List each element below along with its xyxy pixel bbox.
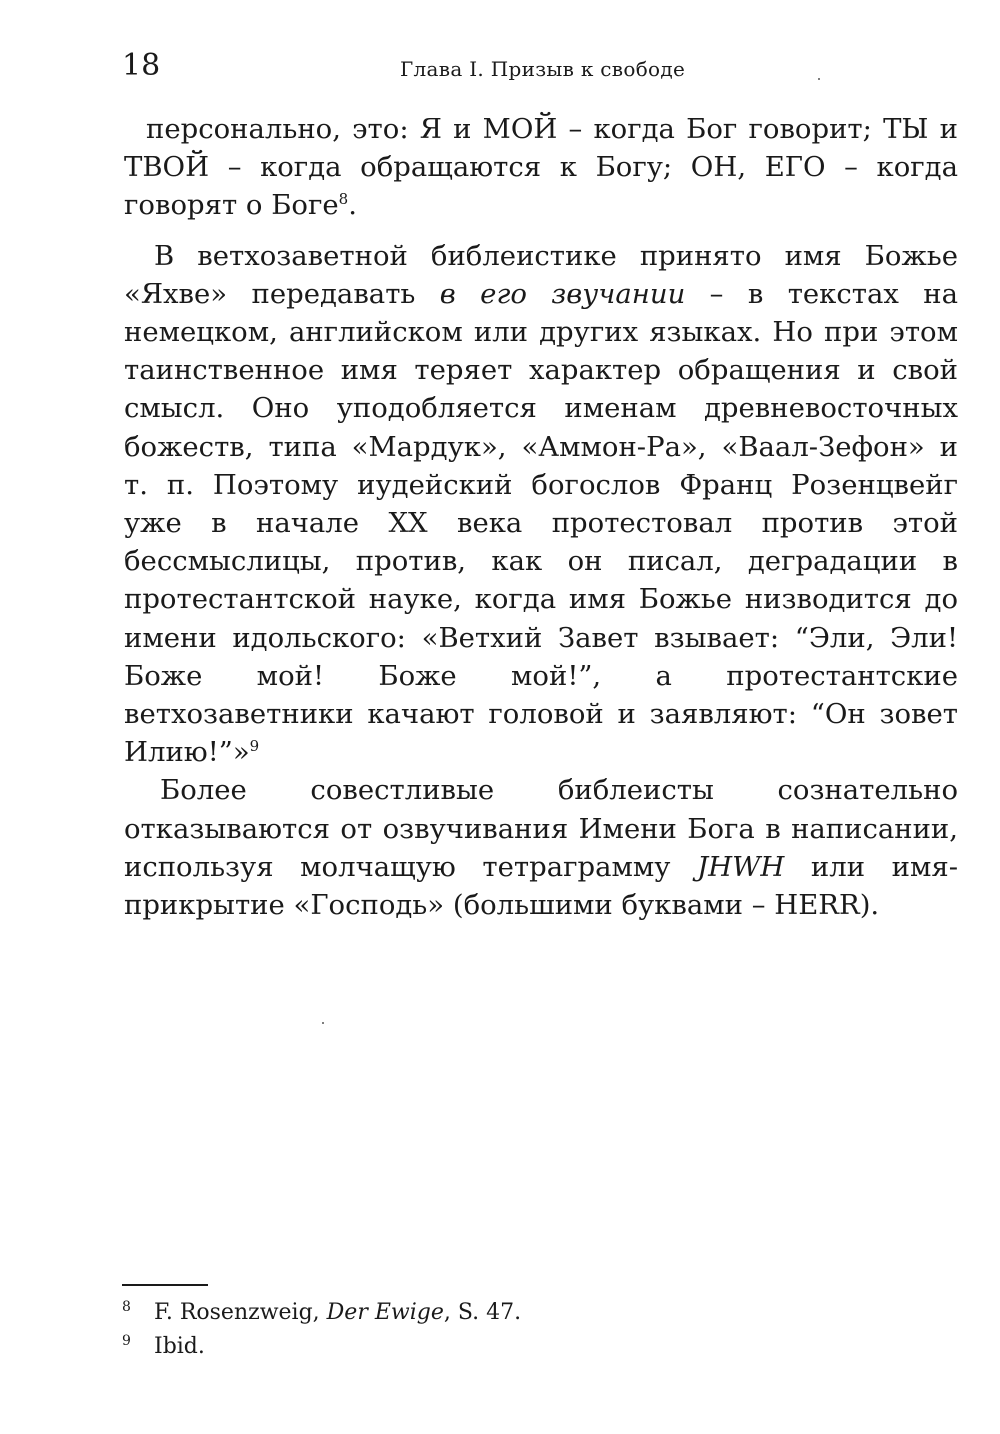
page-number: 18 [122,48,161,83]
running-head: Глава I. Призыв к свободе [400,57,686,81]
paragraph-3 [124,771,958,924]
footnote-8-author: F. Rosenzweig, [154,1300,327,1325]
footnote-ref-8[interactable]: 8 [338,190,349,209]
paragraph-1-tail: . [348,189,357,222]
body-text [124,110,958,924]
paragraph-2 [124,237,958,772]
paragraph-3-text: Более совестливые библеисты сознательно отказываются от озвучивания Имени Бога в написании, используя молчащую тетраграмму [124,774,958,883]
scan-speck [818,78,820,80]
footnote-separator [122,1284,208,1286]
paragraph-2-emphasis: в его звучании [439,277,686,310]
footnote-8-rest: , S. 47. [443,1300,522,1325]
footnote-8: 8 F. Rosenzweig, Der Ewige, S. 47. [122,1299,522,1325]
footnote-8-title: Der Ewige [326,1300,444,1325]
paragraph-1-text: персонально, это: Я и МОЙ – когда Бог говорит; ТЫ и ТВОЙ – когда обращаются к Богу; ОН, ЕГО – когда говорят о Боге [124,113,958,222]
paragraph-2-text-cont: – в текстах на немецком, английском или других языках. Но при этом таинственное имя теряет характер обращения и свой смысл. Оно уподобляется именам древневосточных божеств, типа «Мардук», «Аммон-Ра», «Ваал-Зефон» и т. п. Поэтому иудейский богослов Франц Розенцвейг уже в начале XX века протестовал против этой бессмыслицы, против, как он писал, деградации в протестантской науке, когда имя Божье низводится до имени идольского: «Ветхий Завет взывает: “Эли, Эли! Боже мой! Боже мой!”, а протестантские ветхозаветники качают головой и заявляют: “Он зовет Илию!”» [124,277,958,769]
scan-speck [322,1022,324,1024]
footnote-ref-9[interactable]: 9 [249,737,260,756]
paragraph-2-text: В ветхозаветной библеистике принято имя Божье «Яхве» передавать [124,239,958,310]
footnote-9: 9 Ibid. [122,1333,205,1359]
paragraph-1 [124,110,958,225]
paragraph-3-text-cont: или имя-прикрытие «Господь» (большими буквами – HERR). [124,850,958,922]
paragraph-3-emphasis: JHWH [697,850,785,883]
footnotes [122,1296,521,1364]
footnote-9-text: Ibid. [154,1334,205,1359]
